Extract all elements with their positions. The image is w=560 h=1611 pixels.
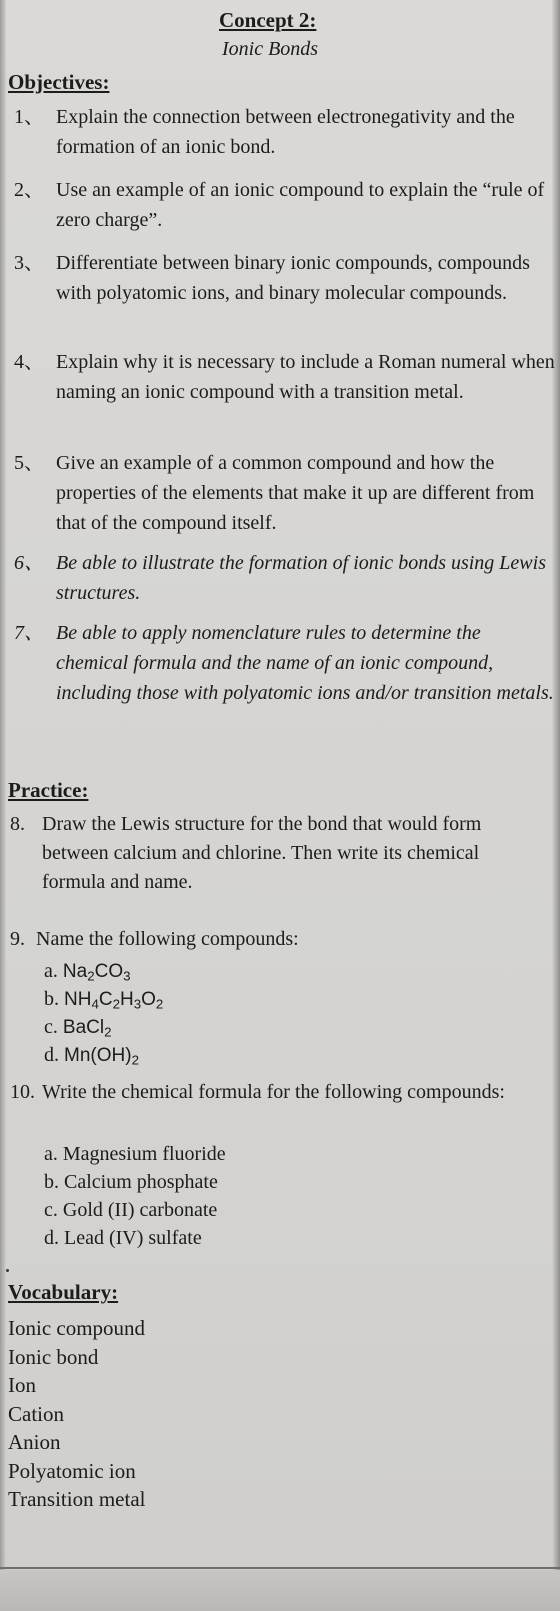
concept-subtitle: Ionic Bonds: [222, 38, 319, 60]
item-label: b.: [44, 1171, 59, 1193]
formula-item-a: [44, 1140, 226, 1169]
page-bottom-rule: [0, 1567, 560, 1569]
page-right-edge: [552, 0, 560, 1611]
objective-text: Give an example of a common compound and how the properties of the elements that make it up are different from that of the compound itself.: [56, 452, 535, 534]
compound-name: Calcium phosphate: [64, 1171, 218, 1193]
question-number: 9.: [10, 928, 25, 950]
chemical-formula: $Mn(OH)_2$: [64, 1045, 139, 1068]
formula-item-b: [44, 1168, 218, 1197]
objective-number: 4、: [14, 351, 44, 373]
objective-item-5: [14, 448, 544, 538]
practice-heading: Practice:: [8, 778, 89, 802]
objective-item-4: [14, 347, 555, 437]
question-number: 10.: [10, 1081, 35, 1103]
vocabulary-term: Ionic compound: [8, 1316, 146, 1340]
objective-number: 7、: [14, 622, 44, 644]
formula-item-c: [44, 1196, 217, 1225]
objective-number: 1、: [14, 106, 44, 128]
objective-item-6: [14, 548, 544, 608]
vocabulary-heading: Vocabulary:: [8, 1280, 119, 1304]
item-label: a.: [44, 1143, 58, 1165]
objective-item-3: [14, 248, 544, 338]
item-label: c.: [44, 1199, 58, 1221]
question-text: Write the chemical formula for the following compounds:: [42, 1081, 505, 1103]
chemical-formula: $NH_4C_2H_3O_2$: [64, 989, 164, 1012]
compound-name: Magnesium fluoride: [62, 1143, 226, 1165]
objective-number: 6、: [14, 552, 44, 574]
objective-text: Be able to apply nomenclature rules to determine the chemical formula and the name of an ionic compound, including those with polyatomic ions and/or transition metals.: [56, 622, 554, 704]
objective-number: 5、: [14, 452, 44, 474]
objective-item-2: [14, 175, 544, 235]
vocabulary-term: Ion: [8, 1373, 36, 1397]
question-text: Draw the Lewis structure for the bond that would form between calcium and chlorine. Then write its chemical formula and name.: [42, 813, 482, 893]
practice-question-10: [10, 1078, 550, 1138]
item-label: c.: [44, 1016, 58, 1038]
formula-item-d: [44, 1224, 202, 1253]
page-left-edge: [0, 0, 6, 1611]
vocabulary-term: Ionic bond: [8, 1345, 99, 1369]
question-number: 8.: [10, 813, 25, 835]
objectives-heading: Objectives:: [8, 70, 110, 94]
objective-item-1: [14, 102, 544, 162]
item-label: d.: [44, 1227, 59, 1249]
practice-question-8: [10, 810, 550, 900]
vocabulary-term: Transition metal: [8, 1487, 146, 1511]
objective-text: Differentiate between binary ionic compounds, compounds with polyatomic ions, and binary molecular compounds.: [56, 252, 530, 304]
objective-item-7: [14, 618, 554, 738]
vocabulary-term: Polyatomic ion: [8, 1459, 136, 1483]
objective-text: Be able to illustrate the formation of ionic bonds using Lewis structures.: [56, 552, 546, 604]
objective-number: 3、: [14, 252, 44, 274]
vocabulary-term: Cation: [8, 1402, 64, 1426]
compound-name: Lead (IV) sulfate: [64, 1227, 202, 1249]
compound-name: Gold (II) carbonate: [62, 1199, 218, 1221]
item-label: d.: [44, 1044, 59, 1066]
vocabulary-term: Anion: [8, 1430, 61, 1454]
practice-question-9: [10, 925, 299, 954]
objective-text: Explain why it is necessary to include a Roman numeral when naming an ionic compound with a transition metal.: [56, 351, 555, 403]
objective-text: Use an example of an ionic compound to explain the “rule of zero charge”.: [56, 179, 545, 231]
objective-text: Explain the connection between electronegativity and the formation of an ionic bond.: [56, 106, 515, 158]
chemical-formula: BaCl$_2$: [62, 1017, 112, 1040]
item-label: b.: [44, 988, 59, 1010]
pen-mark: [6, 1269, 9, 1272]
page-bottom-edge: [0, 1570, 560, 1611]
question-text: Name the following compounds:: [36, 928, 299, 950]
compound-item-d: [44, 1041, 139, 1074]
chemical-formula: $Na_2CO_3$: [62, 961, 131, 984]
item-label: a.: [44, 960, 58, 982]
objective-number: 2、: [14, 179, 44, 201]
concept-title: Concept 2:: [219, 8, 317, 32]
